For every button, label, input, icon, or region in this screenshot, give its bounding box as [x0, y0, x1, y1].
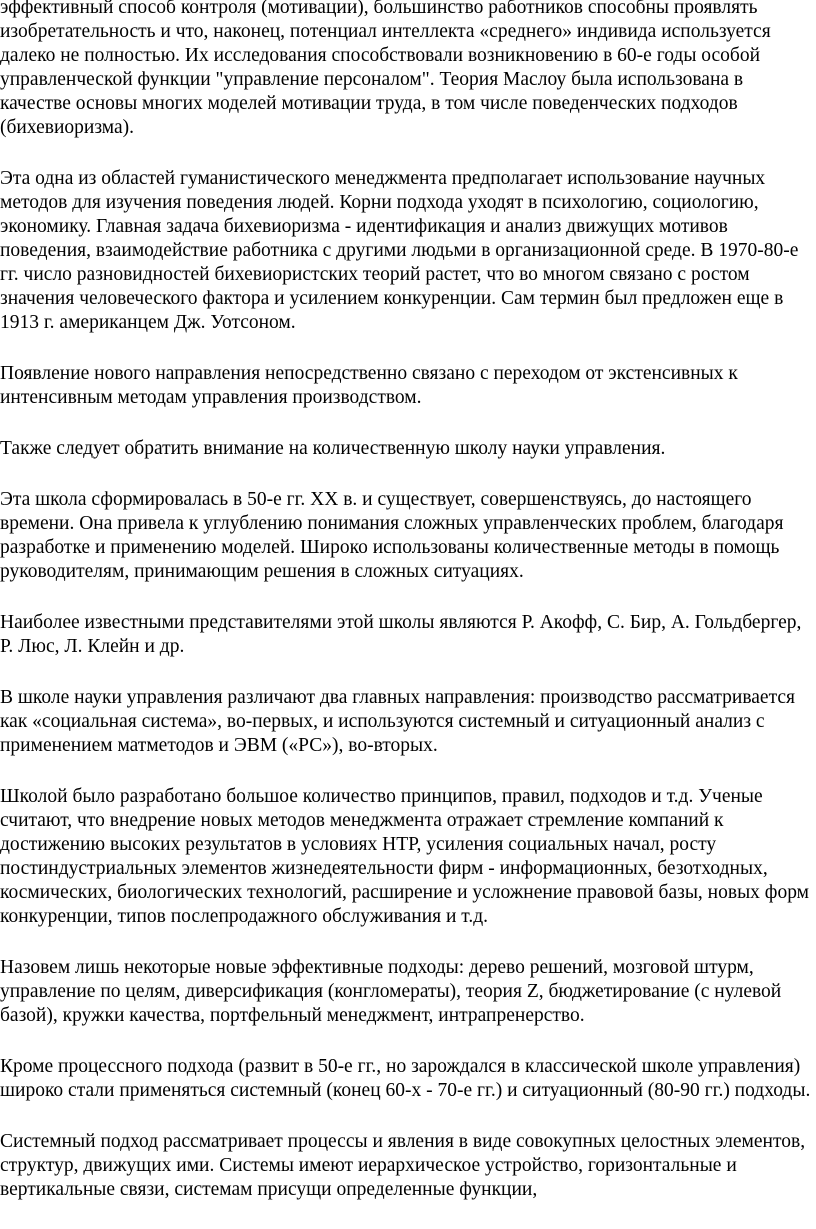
paragraph-principles: Школой было разработано большое количество принципов, правил, подходов и т.д. Ученые считают, что внедрение новых методов менеджмента отражает стремление компаний к достижению высоких результатов в условиях НТР, усиления социальных начал, росту постиндустриальных элементов жизнедеятельности фирм - информационных, безотходных, космических, биологических технологий, расширение и усложнение правовой базы, новых форм конкуренции, типов послепродажного обслуживания и т.д. — [0, 786, 809, 927]
paragraph-quantitative-school-intro: Также следует обратить внимание на количественную школу науки управления. — [0, 438, 666, 459]
paragraph-quantitative-school: Эта школа сформировалась в 50-е гг. XX в. и существует, совершенствуясь, до настоящего времени. Она привела к углублению понимания сложных управленческих проблем, благодаря разработке и применению моделей. Широко использованы количественные методы в помощь руководителям, принимающим решения в сложных ситуациях. — [0, 489, 784, 582]
paragraph-new-approaches: Назовем лишь некоторые новые эффективные подходы: дерево решений, мозговой штурм, управление по целям, диверсификация (конгломераты), теория Z, бюджетирование (с нулевой базой), кружки качества, портфельный менеджмент, интрапренерство. — [0, 957, 782, 1026]
paragraph-system-approach: Системный подход рассматривает процессы и явления в виде совокупных целостных элементов, структур, движущих ими. Системы имеют иерархическое устройство, горизонтальные и вертикальные связи, системам присущи определенные функции, — [0, 1131, 806, 1200]
paragraph-behaviorism: Эта одна из областей гуманистического менеджмента предполагает использование научных методов для изучения поведения людей. Корни подхода уходят в психологию, социологию, экономику. Главная задача бихевиоризма - идентификация и анализ движущих мотивов поведения, взаимодействие работника с другими людьми в организационной среде. В 1970-80-е гг. число разновидностей бихевиористских теорий растет, что во многом связано с ростом значения человеческого фактора и усилением конкуренции. Сам термин был предложен еще в 1913 г. американцем Дж. Уотсоном. — [0, 168, 799, 333]
paragraph-motivation-theory: эффективный способ контроля (мотивации), большинство работников способны проявлять изобретательность и что, наконец, потенциал интеллекта «среднего» индивида используется далеко не полностью. Их исследования способствовали возникновению в 60-е годы особой управленческой функции "управление персоналом". Теория Маслоу была использована в качестве основы многих моделей мотивации труда, в том числе поведенческих подходов (бихевиоризма). — [0, 0, 771, 138]
paragraph-two-directions: В школе науки управления различают два главных направления: производство рассматривается как «социальная система», во-первых, и используются системный и ситуационный анализ с применением матметодов и ЭВМ («РС»), во-вторых. — [0, 687, 795, 756]
paragraph-representatives: Наиболее известными представителями этой школы являются Р. Акофф, С. Бир, А. Гольдбергер, Р. Люс, Л. Клейн и др. — [0, 612, 802, 657]
paragraph-process-approach: Кроме процессного подхода (развит в 50-е гг., но зарождался в классической школе управления) широко стали применяться системный (конец 60-х - 70-е гг.) и ситуационный (80-90 гг.) подходы. — [0, 1056, 811, 1101]
paragraph-new-direction: Появление нового направления непосредственно связано с переходом от экстенсивных к интенсивным методам управления производством. — [0, 363, 738, 408]
